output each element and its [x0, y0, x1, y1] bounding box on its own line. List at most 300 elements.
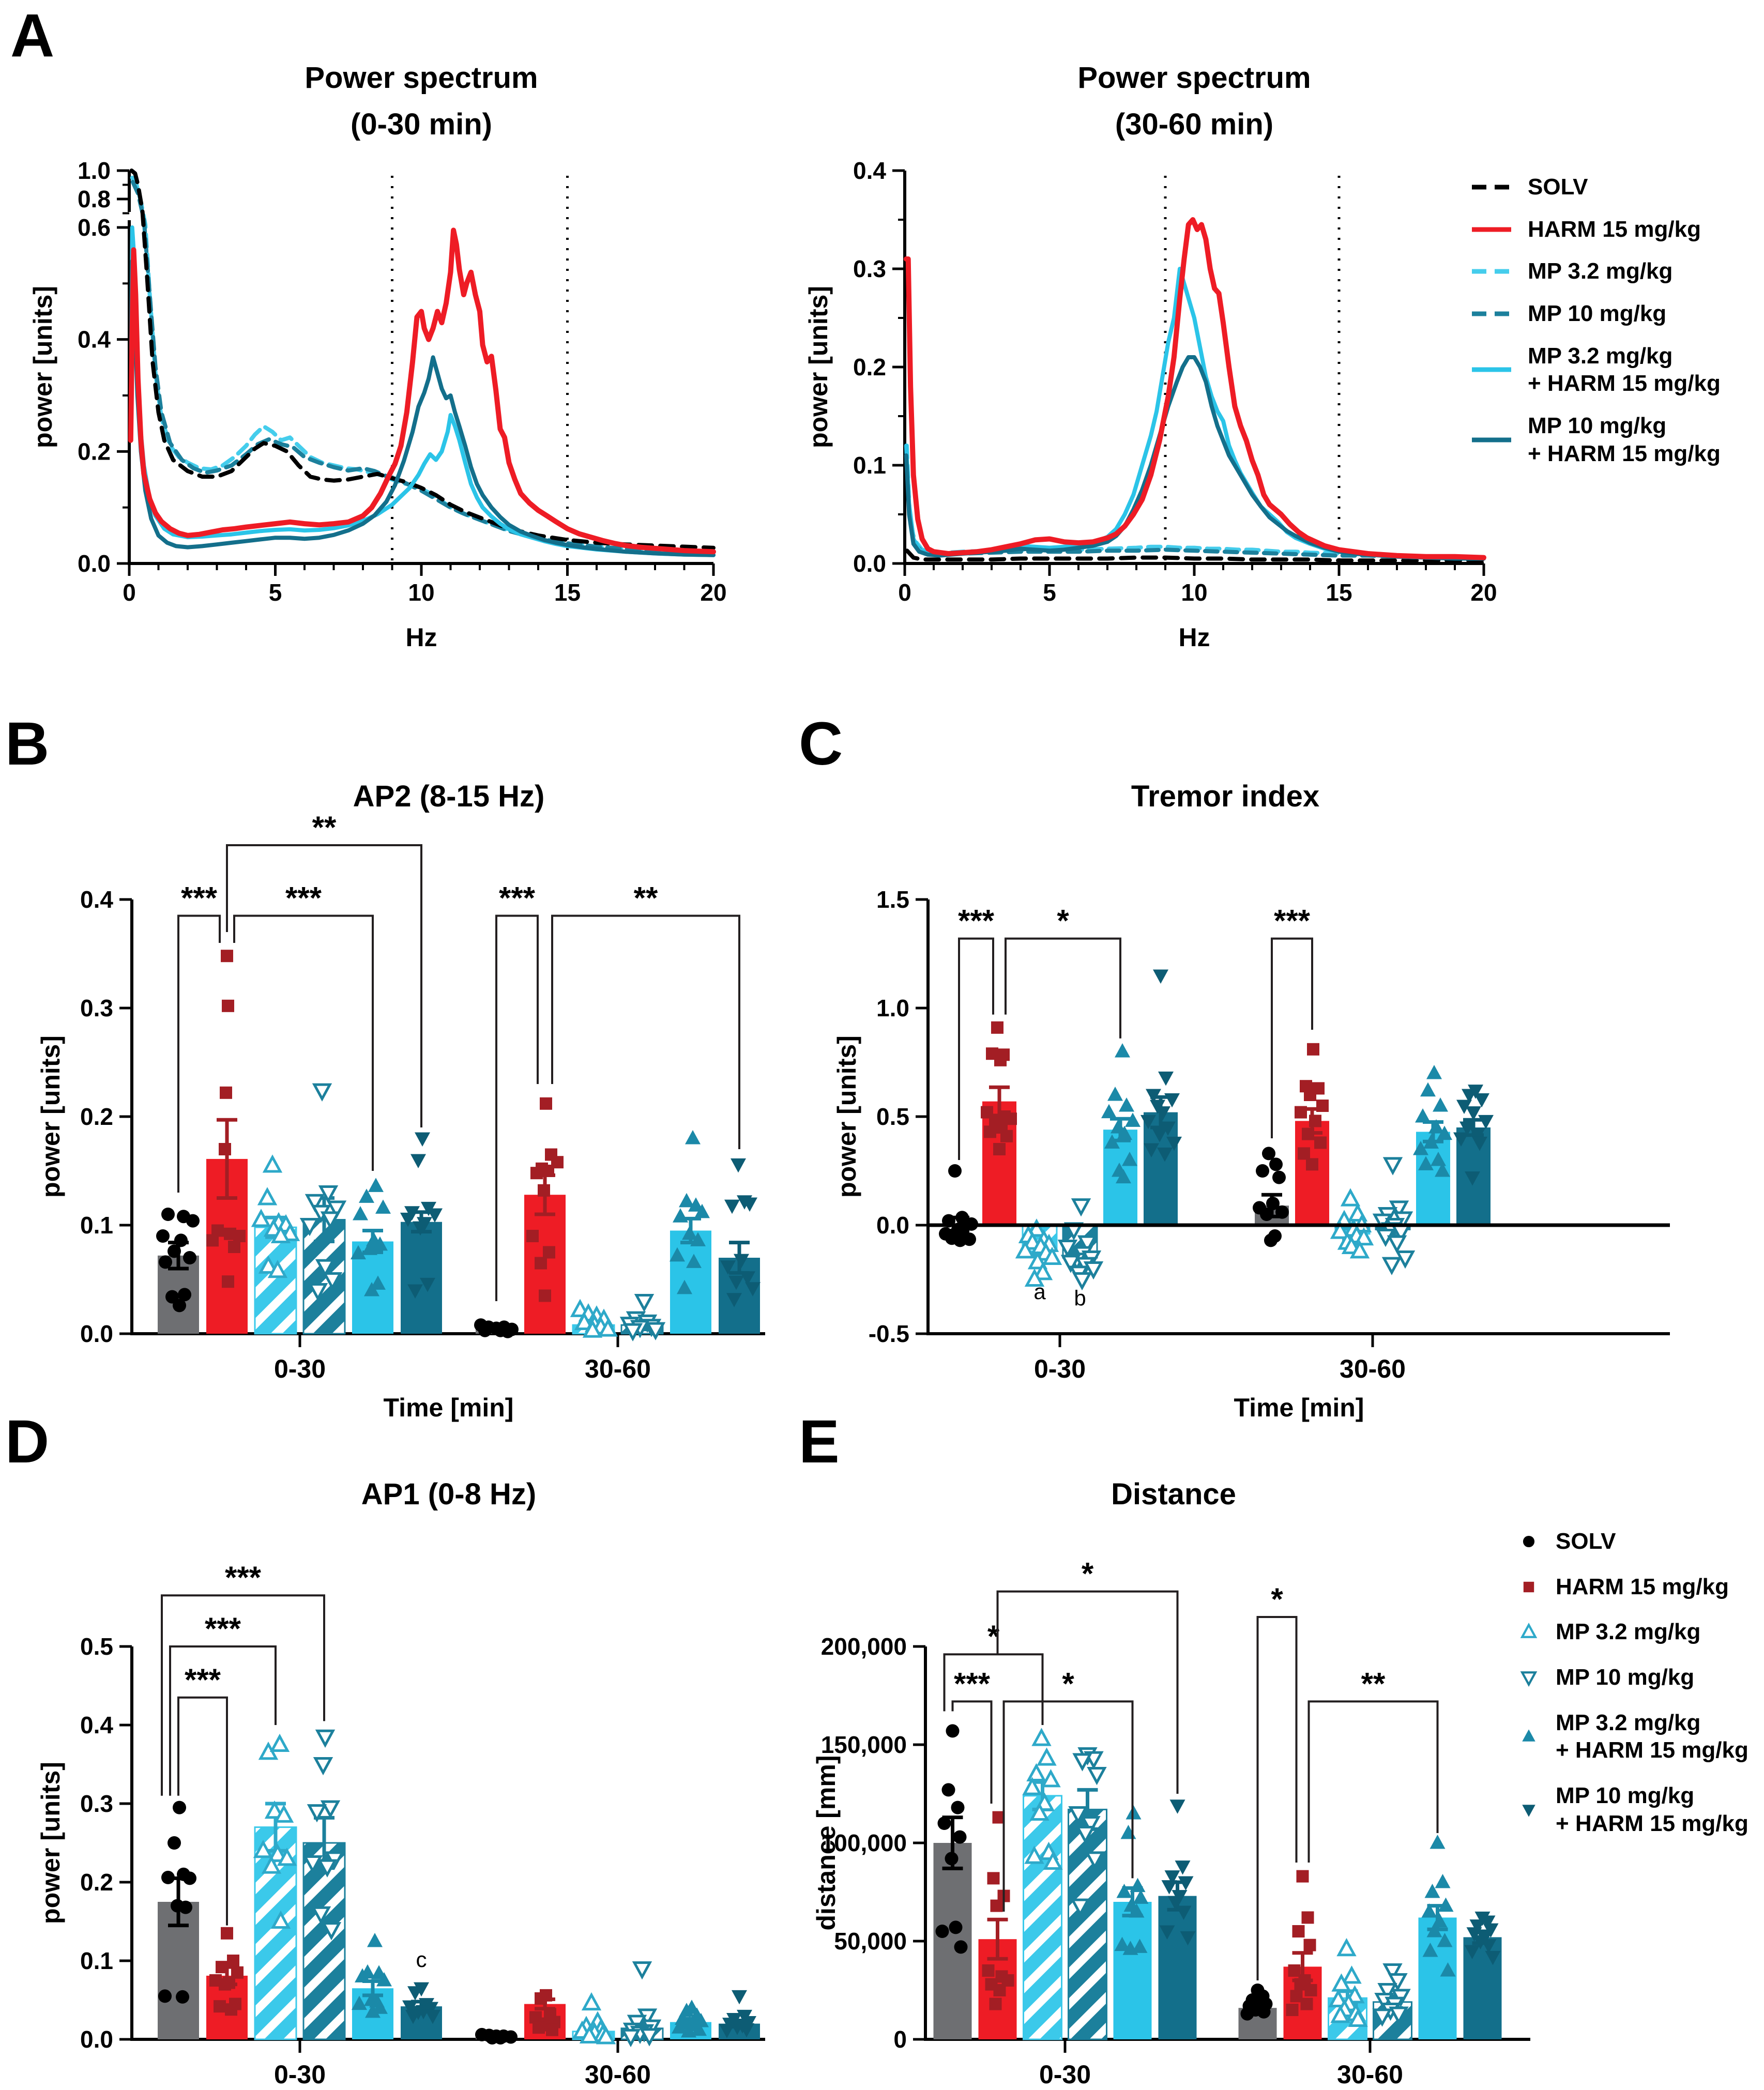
scatter-point: [227, 1955, 239, 1967]
scatter-point: [1269, 1157, 1283, 1171]
scatter-point: [1302, 1128, 1314, 1140]
triup-marker-icon: [1517, 1621, 1540, 1643]
scatter-point: [221, 1927, 233, 1940]
scatter-point: [367, 1933, 383, 1947]
scatter-point: [1302, 1911, 1314, 1924]
y-tick-label: 0.5: [876, 1103, 909, 1130]
legend-item-label: HARM 15 mg/kg: [1556, 1574, 1729, 1599]
scatter-point: [1304, 1939, 1316, 1951]
scatter-point: [1043, 1772, 1059, 1786]
significance-label: *: [1057, 903, 1069, 938]
y-tick-label: 100,000: [820, 1829, 907, 1856]
legend-item-label: MP 3.2 mg/kg: [1528, 258, 1673, 284]
scatter-point: [265, 1157, 280, 1172]
scatter-point: [1164, 1093, 1180, 1108]
scatter-point: [1474, 1093, 1489, 1108]
scatter-point: [953, 1233, 967, 1247]
scatter-point: [1241, 2007, 1254, 2021]
group-label: 30-60: [585, 2060, 651, 2089]
significance-label: ***: [204, 1611, 241, 1646]
scatter-point: [173, 1299, 186, 1312]
scatter-point: [1309, 1115, 1321, 1127]
scatter-point: [368, 1178, 384, 1192]
panel-d-letter: D: [5, 1408, 50, 1476]
legend-item-label: MP 10 mg/kg + HARM 15 mg/kg: [1528, 413, 1721, 466]
scatter-point: [219, 1978, 231, 1991]
significance-label: ***: [224, 1560, 262, 1595]
panel-e-legend: [1517, 1528, 1760, 1855]
scatter-point: [415, 1132, 430, 1147]
bar-mp10harm-0-30: [401, 1222, 442, 1334]
series-mp32harm: [131, 227, 713, 555]
scatter-point: [991, 1900, 1003, 1912]
scatter-point: [176, 1990, 189, 2004]
y-tick-label: 0.2: [78, 438, 111, 465]
series-mp32harm: [906, 269, 1484, 559]
scatter-point: [272, 1736, 287, 1751]
y-tick-label: 150,000: [820, 1731, 907, 1758]
scatter-point: [636, 1295, 652, 1309]
scatter-point: [317, 1731, 333, 1745]
scatter-point: [1153, 969, 1168, 984]
scatter-point: [526, 1230, 539, 1242]
scatter-point: [315, 1758, 331, 1773]
scatter-point: [1522, 1672, 1535, 1684]
scatter-point: [634, 1963, 650, 1977]
x-axis-label: Time [min]: [1234, 1393, 1364, 1422]
y-tick-label: 50,000: [834, 1928, 907, 1955]
legend-item-label: HARM 15 mg/kg: [1528, 216, 1701, 242]
y-tick-label: 0.3: [80, 995, 113, 1021]
y-tick-label: 1.0: [876, 995, 909, 1021]
scatter-point: [228, 1241, 240, 1253]
scatter-point: [173, 1801, 186, 1814]
scatter-point: [936, 1925, 949, 1938]
legend-item-mp10: [1471, 300, 1760, 328]
scatter-point: [1522, 1730, 1535, 1742]
scatter-point: [156, 1229, 170, 1243]
y-tick-label: 0.4: [853, 157, 886, 184]
scatter-point: [1426, 1065, 1442, 1079]
y-tick-label: 0.8: [78, 186, 111, 212]
x-tick-label: 0: [898, 579, 911, 606]
significance-bracket: [1006, 939, 1120, 1039]
scatter-point: [1522, 1805, 1535, 1817]
tremor-index-bar-chart: [812, 729, 1764, 1432]
scatter-point: [222, 1275, 234, 1288]
scatter-point: [1524, 1581, 1534, 1592]
y-tick-label: 0.4: [78, 326, 111, 353]
legend-item-solv: [1471, 173, 1760, 201]
panel-c-letter: C: [799, 710, 843, 778]
scatter-point: [1297, 1870, 1309, 1883]
scatter-point: [1073, 1200, 1089, 1214]
chart-title: Distance: [1111, 1477, 1236, 1511]
significance-label: ***: [953, 1666, 991, 1701]
scatter-point: [1158, 1072, 1174, 1086]
scatter-point: [1305, 1984, 1317, 1996]
scatter-point: [535, 1257, 547, 1270]
scatter-point: [951, 1801, 965, 1814]
chart-title: Power spectrum: [1077, 61, 1311, 95]
significance-label: ***: [957, 903, 995, 938]
y-axis-label: power [units]: [804, 286, 833, 448]
scatter-point: [542, 1165, 554, 1177]
scatter-point: [375, 1199, 391, 1214]
power-spectrum-0-30-chart: [28, 47, 796, 693]
scatter-point: [214, 2000, 226, 2012]
bar-solv-0-30: [934, 1843, 972, 2039]
series-mp10harm: [131, 261, 713, 555]
legend-item-mp32: [1517, 1618, 1760, 1646]
significance-bracket: [178, 916, 220, 1193]
scatter-point: [410, 1154, 426, 1168]
significance-bracket: [552, 916, 739, 1150]
scatter-point: [732, 1990, 747, 2005]
scatter-point: [314, 1085, 330, 1099]
scatter-point: [1301, 1998, 1313, 2010]
legend-item-mp10: [1517, 1664, 1760, 1691]
significance-label: *: [1081, 1556, 1094, 1591]
y-tick-label: 0.0: [80, 1320, 113, 1347]
x-tick-label: 15: [1326, 579, 1352, 606]
scatter-point: [539, 1290, 551, 1302]
scatter-point: [1298, 1147, 1310, 1160]
y-tick-label: 0.2: [853, 354, 886, 380]
legend-item-label: MP 3.2 mg/kg + HARM 15 mg/kg: [1528, 343, 1721, 396]
scatter-point: [946, 1724, 960, 1737]
square-marker-icon: [1517, 1576, 1540, 1598]
scatter-point: [1039, 1750, 1055, 1765]
bar-mp32-0-30: [1024, 1796, 1062, 2039]
group-label: 30-60: [1340, 1354, 1406, 1383]
x-tick-label: 0: [123, 579, 136, 606]
ap2-bar-chart: [16, 729, 812, 1432]
significance-label: **: [312, 810, 337, 845]
scatter-point: [1089, 1768, 1105, 1782]
significance-bracket: [234, 916, 373, 1171]
scatter-point: [990, 1998, 1002, 2010]
scatter-point: [984, 1125, 996, 1138]
scatter-point: [1101, 1104, 1117, 1119]
scatter-point: [991, 1021, 1003, 1034]
group-label: 30-60: [585, 1354, 651, 1383]
scatter-point: [1339, 1941, 1355, 1955]
series-mp10harm: [906, 357, 1484, 559]
annotation-letter: c: [416, 1947, 427, 1972]
legend-item-label: MP 10 mg/kg: [1528, 301, 1667, 327]
series-mp32: [907, 446, 1484, 558]
scatter-point: [183, 1871, 196, 1885]
scatter-point: [1170, 1799, 1185, 1814]
scatter-point: [323, 1802, 338, 1816]
y-tick-label: 0.5: [80, 1633, 113, 1660]
y-axis-label: power [units]: [832, 1035, 861, 1198]
bar-mp32harm-0-30: [1114, 1902, 1152, 2039]
scatter-point: [1522, 1625, 1535, 1637]
scatter-point: [993, 1143, 1006, 1155]
legend-item-label: SOLV: [1528, 174, 1588, 200]
bar-mp10-0-30: [1069, 1809, 1107, 2039]
power-spectrum-30-60-chart: [804, 47, 1510, 693]
scatter-point: [1272, 1171, 1286, 1184]
bar-mp32-0-30: [255, 1227, 296, 1334]
significance-label: *: [1062, 1666, 1074, 1701]
scatter-point: [353, 1206, 368, 1221]
significance-bracket: [1258, 1617, 1297, 1980]
scatter-point: [981, 1106, 993, 1119]
bar-mp10harm-0-30: [1159, 1896, 1197, 2039]
x-tick-label: 10: [1181, 579, 1208, 606]
scatter-point: [1344, 1968, 1360, 1982]
scatter-point: [186, 1214, 200, 1228]
scatter-point: [938, 1817, 951, 1830]
y-tick-label: 0.2: [80, 1869, 113, 1896]
y-tick-label: 0.6: [78, 214, 111, 241]
annotation-letter: b: [1074, 1286, 1086, 1310]
y-tick-label: 1.5: [876, 886, 909, 913]
scatter-point: [168, 1836, 181, 1850]
scatter-point: [216, 1961, 228, 1973]
scatter-point: [494, 2031, 507, 2045]
scatter-point: [994, 1054, 1007, 1066]
scatter-point: [1385, 1158, 1401, 1173]
scatter-point: [942, 1783, 955, 1796]
scatter-point: [1523, 1536, 1534, 1547]
y-tick-label: 0: [893, 2026, 907, 2053]
scatter-point: [1000, 1130, 1013, 1142]
group-label: 0-30: [273, 1354, 326, 1383]
chart-title: AP2 (8-15 Hz): [353, 780, 545, 813]
significance-label: ***: [180, 880, 218, 916]
scatter-point: [1260, 1208, 1273, 1221]
scatter-point: [1029, 1766, 1044, 1780]
series-mp10: [907, 465, 1484, 558]
scatter-point: [478, 1324, 492, 1337]
annotation-letter: a: [1033, 1279, 1046, 1304]
panel-e-letter: E: [799, 1408, 840, 1476]
series-harm: [131, 230, 713, 552]
significance-bracket: [953, 1701, 992, 1804]
scatter-point: [1316, 1100, 1329, 1112]
scatter-point: [1034, 1731, 1050, 1745]
legend-item-label: MP 3.2 mg/kg + HARM 15 mg/kg: [1556, 1710, 1748, 1763]
scatter-point: [233, 1230, 246, 1242]
legend-item-mp32: [1471, 257, 1760, 285]
scatter-point: [1117, 1884, 1132, 1898]
y-tick-label: 0.1: [80, 1212, 113, 1239]
scatter-point: [222, 1000, 234, 1012]
significance-label: **: [1361, 1666, 1386, 1701]
x-axis-label: Hz: [1178, 623, 1210, 652]
group-label: 30-60: [1337, 2060, 1403, 2089]
scatter-point: [501, 1325, 514, 1338]
y-axis-label: distance [mm]: [812, 1755, 841, 1931]
x-tick-label: 20: [700, 579, 727, 606]
significance-label: ***: [184, 1662, 221, 1697]
solid-line-swatch-icon: [1471, 223, 1512, 236]
scatter-point: [1275, 1206, 1289, 1219]
scatter-point: [731, 1158, 746, 1173]
scatter-point: [533, 2021, 545, 2034]
scatter-point: [949, 1920, 963, 1934]
scatter-point: [543, 1246, 555, 1259]
scatter-point: [158, 1989, 172, 2003]
dashed-line-swatch-icon: [1471, 265, 1512, 278]
chart-title: (30-60 min): [1115, 108, 1274, 141]
scatter-point: [183, 1251, 196, 1264]
scatter-point: [673, 1208, 688, 1223]
scatter-point: [159, 1255, 172, 1269]
scatter-point: [538, 1184, 550, 1197]
dashed-line-swatch-icon: [1471, 308, 1512, 320]
y-tick-label: 0.1: [80, 1947, 113, 1974]
scatter-point: [1306, 1158, 1318, 1170]
scatter-point: [1121, 1825, 1136, 1839]
scatter-point: [1389, 1237, 1405, 1251]
bar-mp10-0-30: [303, 1843, 345, 2039]
y-tick-label: 0.3: [80, 1790, 113, 1817]
scatter-point: [179, 1901, 192, 1914]
significance-label: *: [1271, 1582, 1283, 1616]
y-axis-label: power [units]: [28, 286, 57, 448]
scatter-point: [221, 950, 233, 962]
group-label: 0-30: [1033, 1354, 1086, 1383]
y-tick-label: 200,000: [820, 1633, 907, 1660]
significance-label: ***: [285, 880, 322, 916]
y-tick-label: 0.4: [80, 1712, 113, 1738]
scatter-point: [168, 1244, 181, 1258]
scatter-point: [1295, 1106, 1307, 1119]
y-tick-label: 0.0: [78, 550, 111, 577]
scatter-point: [1420, 1082, 1436, 1097]
y-tick-label: -0.5: [868, 1320, 909, 1347]
scatter-point: [994, 1984, 1006, 1996]
scatter-point: [953, 1830, 967, 1844]
significance-label: **: [633, 880, 658, 916]
y-axis-label: power [units]: [36, 1035, 65, 1198]
scatter-point: [535, 1992, 547, 2005]
scatter-point: [1292, 1925, 1305, 1938]
legend-item-label: MP 3.2 mg/kg: [1556, 1619, 1701, 1645]
scatter-point: [1314, 1136, 1327, 1149]
x-axis-label: Hz: [405, 623, 437, 652]
legend-item-mp10harm: [1471, 412, 1760, 467]
scatter-point: [1478, 1115, 1494, 1130]
scatter-point: [982, 1964, 995, 1977]
tridown-marker-icon: [1517, 1798, 1540, 1821]
scatter-point: [1115, 1043, 1130, 1058]
y-tick-label: 1.0: [78, 157, 111, 184]
legend-item-harm: [1471, 216, 1760, 243]
chart-title: (0-30 min): [351, 108, 492, 141]
dashed-line-swatch-icon: [1471, 181, 1512, 193]
significance-label: *: [987, 1619, 1000, 1654]
scatter-point: [1430, 1835, 1446, 1849]
scatter-point: [1257, 2005, 1271, 2019]
significance-bracket: [1309, 1701, 1438, 1863]
scatter-point: [206, 1234, 219, 1246]
scatter-point: [1415, 1108, 1431, 1123]
y-tick-label: 0.0: [80, 2026, 113, 2053]
solid-line-swatch-icon: [1471, 363, 1512, 376]
scatter-point: [220, 1087, 232, 1099]
y-tick-label: 0.1: [853, 452, 886, 479]
scatter-point: [1256, 1164, 1269, 1178]
series-mp10: [133, 182, 713, 552]
scatter-point: [954, 1940, 968, 1954]
scatter-point: [1286, 2004, 1299, 2016]
x-tick-label: 5: [268, 579, 282, 606]
scatter-point: [1435, 1874, 1451, 1888]
legend-item-mp32harm: [1471, 342, 1760, 398]
scatter-point: [1304, 1089, 1316, 1101]
scatter-point: [161, 1871, 175, 1884]
legend-item-solv: [1517, 1528, 1760, 1555]
significance-bracket: [178, 1698, 227, 1926]
ap1-bar-chart: [16, 1416, 812, 2090]
y-tick-label: 0.3: [853, 255, 886, 282]
y-tick-label: 0.2: [80, 1103, 113, 1130]
group-label: 0-30: [273, 2060, 326, 2089]
scatter-point: [948, 1164, 962, 1178]
scatter-point: [1264, 1233, 1278, 1247]
x-tick-label: 10: [408, 579, 435, 606]
scatter-point: [724, 1200, 740, 1214]
scatter-point: [1384, 1258, 1400, 1273]
panel-a-legend: [1471, 173, 1760, 482]
scatter-point: [219, 1143, 231, 1155]
legend-item-label: MP 10 mg/kg: [1556, 1665, 1695, 1690]
legend-item-harm: [1517, 1573, 1760, 1601]
scatter-point: [1343, 1191, 1358, 1206]
legend-item-mp32harm: [1517, 1709, 1760, 1764]
chart-title: AP1 (0-8 Hz): [361, 1477, 537, 1511]
significance-label: ***: [1273, 903, 1311, 938]
group-label: 0-30: [1039, 2060, 1091, 2089]
scatter-point: [685, 1130, 701, 1145]
chart-title: Tremor index: [1131, 780, 1320, 813]
legend-item-label: MP 10 mg/kg + HARM 15 mg/kg: [1556, 1783, 1748, 1836]
x-tick-label: 5: [1043, 579, 1056, 606]
x-axis-label: Time [min]: [383, 1393, 514, 1422]
scatter-point: [546, 2024, 558, 2036]
scatter-point: [540, 1097, 552, 1110]
y-tick-label: 0.4: [80, 886, 113, 913]
chart-title: Power spectrum: [305, 61, 538, 95]
scatter-point: [1107, 1087, 1123, 1101]
scatter-point: [1433, 1097, 1448, 1112]
y-tick-label: 0.0: [853, 550, 886, 577]
panel-a-letter: A: [10, 2, 55, 70]
x-tick-label: 20: [1470, 579, 1497, 606]
circle-marker-icon: [1517, 1530, 1540, 1553]
y-axis-label: power [units]: [36, 1762, 65, 1924]
y-tick-label: 0.0: [876, 1212, 909, 1239]
scatter-point: [584, 1995, 599, 2009]
legend-item-mp10harm: [1517, 1782, 1760, 1837]
scatter-point: [945, 1852, 959, 1865]
scatter-point: [1130, 1878, 1146, 1893]
scatter-point: [260, 1190, 275, 1204]
legend-item-label: SOLV: [1556, 1529, 1616, 1554]
panel-b-letter: B: [5, 710, 50, 778]
solid-line-swatch-icon: [1471, 434, 1512, 446]
significance-label: ***: [498, 880, 536, 916]
series-harm: [906, 220, 1484, 558]
scatter-point: [530, 1167, 543, 1179]
scatter-point: [161, 1208, 175, 1221]
